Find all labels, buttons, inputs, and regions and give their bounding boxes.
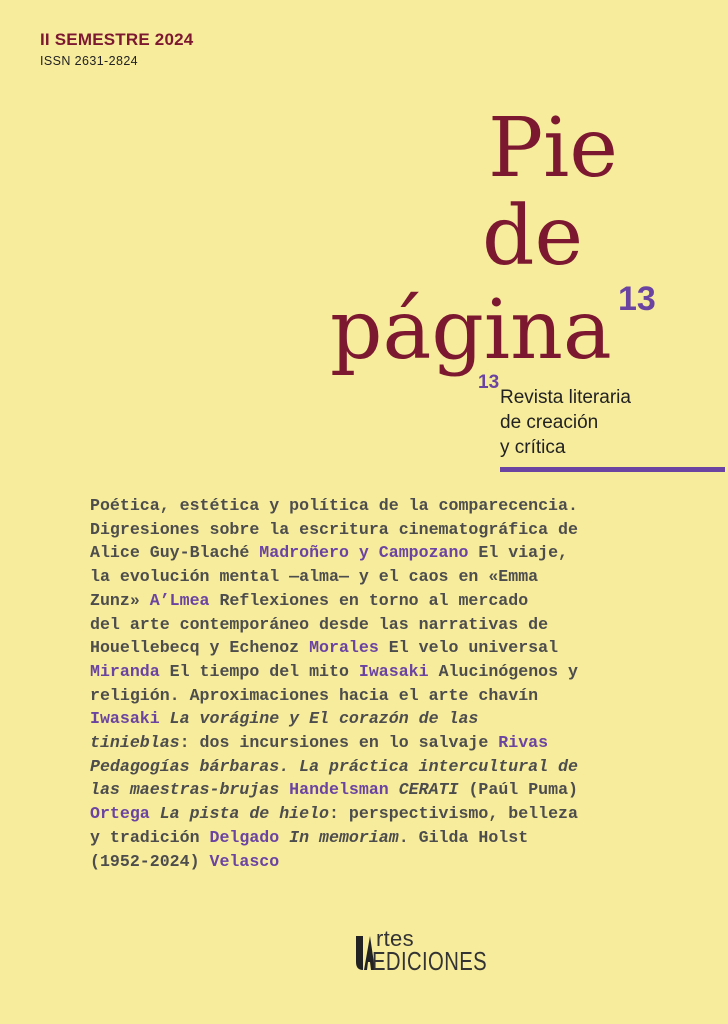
toc-author: Morales bbox=[309, 638, 379, 658]
toc-author: Iwasaki bbox=[358, 661, 429, 681]
toc-line bbox=[90, 707, 720, 731]
toc-line bbox=[90, 636, 720, 660]
publisher-logo bbox=[354, 928, 504, 980]
toc-author: Ortega bbox=[90, 804, 150, 824]
toc-text: : perspectivismo, belleza bbox=[329, 804, 578, 824]
toc-text: Alucinógenos y bbox=[428, 661, 578, 681]
toc-italic: CERATI bbox=[388, 780, 459, 800]
toc-line: religión. Aproximaciones hacia el arte chavín bbox=[90, 685, 539, 705]
toc-line bbox=[90, 850, 720, 874]
toc-italic: La pista de hielo bbox=[149, 804, 329, 824]
accent-rule bbox=[500, 467, 725, 472]
publisher-word-artes: rtes bbox=[376, 926, 414, 951]
toc-italic: Pedagogías bárbaras. La práctica intercultural de bbox=[90, 756, 578, 776]
title-de: de bbox=[482, 189, 584, 284]
subtitle-line: de creación bbox=[500, 412, 599, 433]
toc-text bbox=[279, 780, 289, 799]
subtitle-line: y crítica bbox=[500, 437, 566, 458]
magazine-subtitle bbox=[500, 385, 631, 460]
issue-number-small: 13 bbox=[478, 372, 500, 393]
title-pagina: página bbox=[330, 283, 612, 378]
toc-italic: In memoriam bbox=[279, 827, 399, 847]
toc-author: Iwasaki bbox=[90, 709, 160, 729]
subtitle-line: Revista literaria bbox=[500, 387, 631, 408]
toc-line bbox=[90, 826, 720, 850]
toc-line bbox=[90, 589, 720, 613]
toc-text: : dos incursiones en lo salvaje bbox=[179, 733, 499, 753]
toc-text: El viaje, bbox=[468, 543, 569, 563]
toc-text: Alice Guy-Blaché bbox=[90, 543, 260, 563]
toc-text: (1952-2024) bbox=[90, 851, 210, 871]
toc-line: del arte contemporáneo desde las narrativas de bbox=[90, 614, 549, 634]
publisher-word-ediciones: EDICIONES bbox=[372, 946, 488, 976]
toc-text: . Gilda Holst bbox=[398, 827, 529, 847]
toc-line: Digresiones sobre la escritura cinematográfica de bbox=[90, 519, 578, 539]
toc-line bbox=[90, 541, 720, 565]
toc-author: Velasco bbox=[209, 851, 280, 871]
toc-author: Miranda bbox=[90, 661, 160, 681]
title-pie: Pie bbox=[488, 101, 618, 196]
toc-line bbox=[90, 755, 720, 779]
toc-line: Poética, estética y política de la comparecencia. bbox=[90, 496, 578, 515]
toc-author: Delgado bbox=[209, 827, 280, 847]
toc-line bbox=[90, 778, 720, 802]
toc-author: Handelsman bbox=[289, 780, 389, 800]
toc-line: la evolución mental —alma— y el caos en «Emma bbox=[90, 567, 539, 587]
toc-line bbox=[90, 731, 720, 755]
toc-text: Houellebecq y Echenoz bbox=[90, 638, 310, 658]
toc-text: El tiempo del mito bbox=[159, 661, 359, 681]
toc-author: Madroñero y Campozano bbox=[259, 543, 469, 563]
toc-text: (Paúl Puma) bbox=[458, 780, 578, 800]
toc-author: A’Lmea bbox=[149, 590, 210, 610]
semester-label: II SEMESTRE 2024 bbox=[40, 30, 194, 49]
toc-italic: las maestras-brujas bbox=[90, 780, 280, 800]
issue-number-large: 13 bbox=[618, 280, 656, 318]
toc-author: Rivas bbox=[498, 733, 549, 753]
issn-label: ISSN 2631-2824 bbox=[40, 54, 139, 68]
toc-text: Zunz» bbox=[90, 590, 150, 610]
toc-italic: tinieblas bbox=[90, 733, 180, 753]
toc-italic: La vorágine y El corazón de las bbox=[159, 709, 479, 729]
issue-header bbox=[40, 30, 193, 68]
toc-text: El velo universal bbox=[378, 638, 559, 658]
toc-text: Reflexiones en torno al mercado bbox=[209, 590, 529, 610]
toc-line bbox=[90, 660, 720, 684]
toc-line bbox=[90, 802, 720, 826]
toc-text: y tradición bbox=[90, 827, 210, 847]
table-of-contents bbox=[90, 494, 720, 873]
